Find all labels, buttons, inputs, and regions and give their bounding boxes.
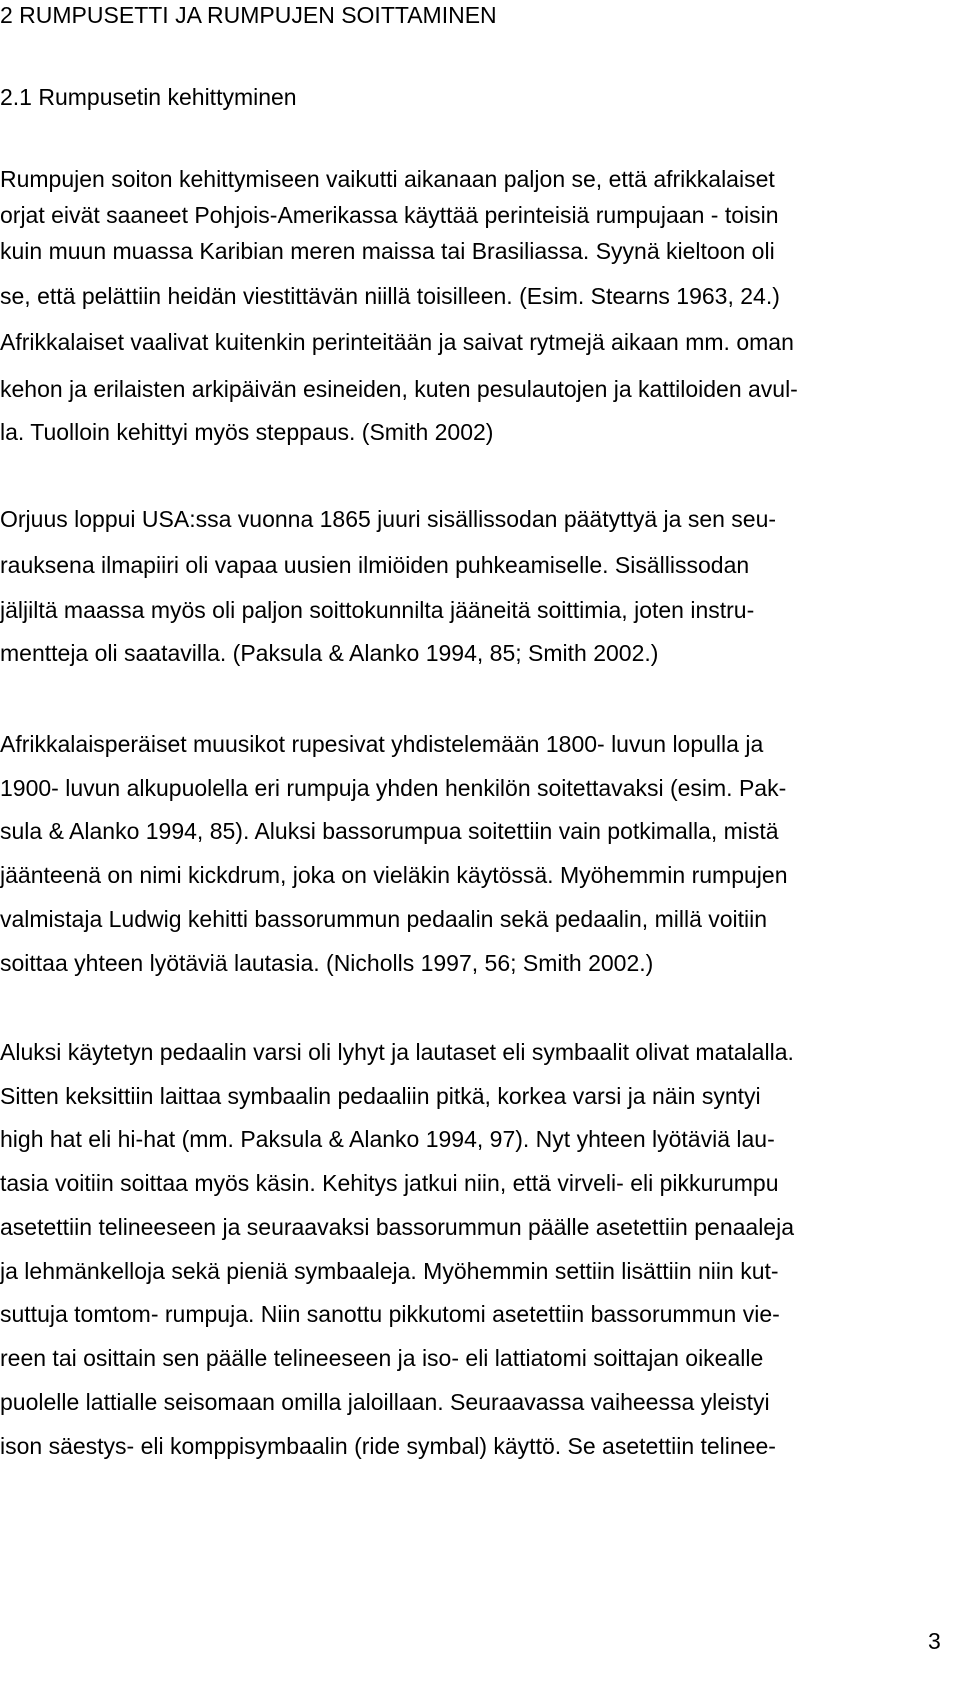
text-line: Sitten keksittiin laittaa symbaalin pedaaliin pitkä, korkea varsi ja näin syntyi <box>0 1083 761 1109</box>
page-number: 3 <box>928 1628 941 1654</box>
text-line: jäljiltä maassa myös oli paljon soittokunnilta jääneitä soittimia, joten instru- <box>0 597 755 623</box>
text-line: Rumpujen soiton kehittymiseen vaikutti aikanaan paljon se, että afrikkalaiset <box>0 166 775 192</box>
text-line: puolelle lattialle seisomaan omilla jaloillaan. Seuraavassa vaiheessa yleistyi <box>0 1389 770 1415</box>
text-line: sula & Alanko 1994, 85). Aluksi bassorumpua soitettiin vain potkimalla, mistä <box>0 818 779 844</box>
text-line: jäänteenä on nimi kickdrum, joka on vieläkin käytössä. Myöhemmin rumpujen <box>0 862 788 888</box>
text-line: high hat eli hi-hat (mm. Paksula & Alanko 1994, 97). Nyt yhteen lyötäviä lau- <box>0 1126 775 1152</box>
text-line: Orjuus loppui USA:ssa vuonna 1865 juuri sisällissodan päätyttyä ja sen seu- <box>0 506 777 532</box>
text-line: asetettiin telineeseen ja seuraavaksi bassorummun päälle asetettiin penaaleja <box>0 1214 794 1240</box>
text-line: valmistaja Ludwig kehitti bassorummun pedaalin sekä pedaalin, millä voitiin <box>0 906 768 932</box>
text-line: reen tai osittain sen päälle telineeseen ja iso- eli lattiatomi soittajan oikealle <box>0 1345 764 1371</box>
text-line: rauksena ilmapiiri oli vapaa uusien ilmiöiden puhkeamiselle. Sisällissodan <box>0 552 750 578</box>
section-heading: 2.1 Rumpusetin kehittyminen <box>0 84 297 110</box>
text-line: se, että pelättiin heidän viestittävän niillä toisilleen. (Esim. Stearns 1963, 24.) <box>0 283 780 309</box>
text-line: kehon ja erilaisten arkipäivän esineiden, kuten pesulautojen ja kattiloiden avul- <box>0 376 798 402</box>
text-line: la. Tuolloin kehittyi myös steppaus. (Smith 2002) <box>0 419 494 445</box>
text-line: kuin muun muassa Karibian meren maissa tai Brasiliassa. Syynä kieltoon oli <box>0 238 775 264</box>
text-line: orjat eivät saaneet Pohjois-Amerikassa käyttää perinteisiä rumpujaan - toisin <box>0 202 779 228</box>
text-line: Afrikkalaiset vaalivat kuitenkin perinteitään ja saivat rytmejä aikaan mm. oman <box>0 329 794 355</box>
text-line: suttuja tomtom- rumpuja. Niin sanottu pikkutomi asetettiin bassorummun vie- <box>0 1301 780 1327</box>
text-line: ja lehmänkelloja sekä pieniä symbaaleja. Myöhemmin settiin lisättiin niin kut- <box>0 1258 779 1284</box>
text-line: Aluksi käytetyn pedaalin varsi oli lyhyt ja lautaset eli symbaalit olivat matalalla. <box>0 1039 794 1065</box>
text-line: 1900- luvun alkupuolella eri rumpuja yhden henkilön soitettavaksi (esim. Pak- <box>0 775 787 801</box>
text-line: soittaa yhteen lyötäviä lautasia. (Nicholls 1997, 56; Smith 2002.) <box>0 950 654 976</box>
chapter-heading: 2 RUMPUSETTI JA RUMPUJEN SOITTAMINEN <box>0 2 497 28</box>
text-line: tasia voitiin soittaa myös käsin. Kehitys jatkui niin, että virveli- eli pikkurumpu <box>0 1170 779 1196</box>
text-line: Afrikkalaisperäiset muusikot rupesivat yhdistelemään 1800- luvun lopulla ja <box>0 731 764 757</box>
text-line: ison säestys- eli komppisymbaalin (ride symbal) käyttö. Se asetettiin telinee- <box>0 1433 776 1459</box>
text-line: mentteja oli saatavilla. (Paksula & Alanko 1994, 85; Smith 2002.) <box>0 640 659 666</box>
